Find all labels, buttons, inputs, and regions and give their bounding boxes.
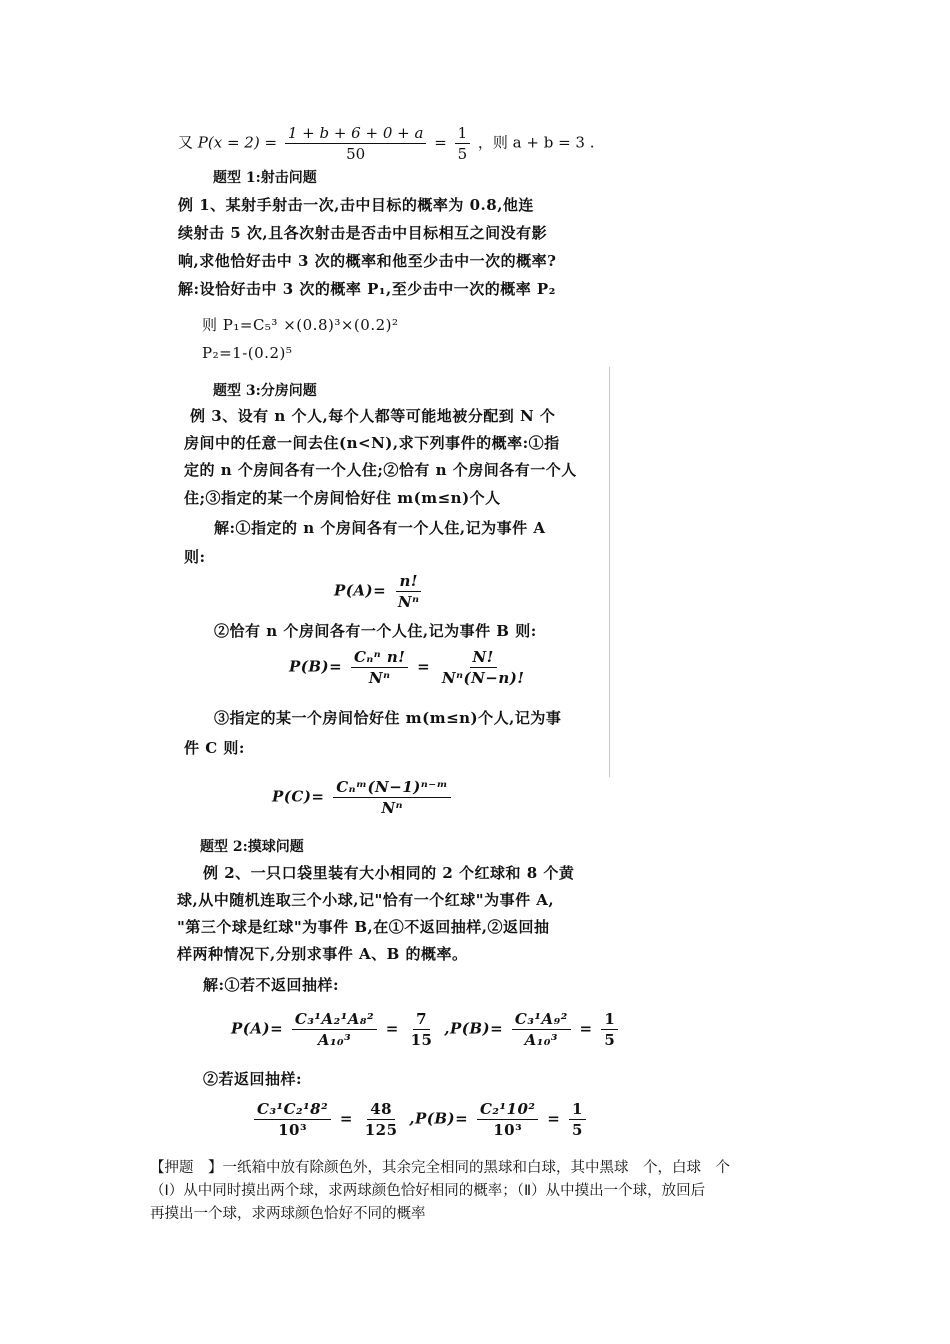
type3-c-line-2: 件 C 则: <box>184 739 245 757</box>
type3-pb-fraction-2 <box>439 648 528 687</box>
type1-formula-1: 则 P₁=C₅³ ×(0.8)³×(0.2)² <box>202 316 399 334</box>
type3-pb-lhs: P(B)= <box>289 657 343 676</box>
type3-pa-lhs: P(A)= <box>334 581 387 600</box>
type3-pb-num2: N! <box>470 648 497 668</box>
type3-pb-fraction-1 <box>351 648 408 687</box>
intro-prefix: 又 <box>178 133 194 152</box>
type3-line-4: 住;③指定的某一个房间恰好住 m(m≤n)个人 <box>184 489 501 507</box>
intro-lhs: P(x = 2) = <box>197 133 278 152</box>
type2-s1-pb-lhs: ,P(B)= <box>444 1019 504 1038</box>
type3-heading: 题型 3:分房问题 <box>213 383 317 399</box>
type3-pb-den1: Nⁿ <box>368 669 391 687</box>
intro-fraction-2 <box>455 124 471 163</box>
type2-s2-a-fraction <box>254 1100 331 1139</box>
type2-s2-a-eq: = <box>339 1109 353 1128</box>
intro-frac1-den: 50 <box>346 145 366 163</box>
type1-line-3: 响,求他恰好击中 3 次的概率和他至少击中一次的概率? <box>178 252 557 270</box>
type2-s2-formula <box>251 1100 589 1139</box>
type2-line-2: 球,从中随机连取三个小球,记"恰有一个红球"为事件 A, <box>177 891 555 909</box>
type3-line-2: 房间中的任意一间去住(n<N),求下列事件的概率:①指 <box>184 434 560 452</box>
type3-pb-den2: Nⁿ(N−n)! <box>441 669 525 687</box>
type2-s2-b-vden: 5 <box>572 1121 583 1139</box>
type2-s2-a-den: 10³ <box>278 1121 308 1139</box>
type2-s2-b-den: 10³ <box>493 1121 523 1139</box>
type3-b-line: ②恰有 n 个房间各有一个人住,记为事件 B 则: <box>214 622 537 640</box>
footer-line-2: （Ⅰ）从中同时摸出两个球，求两球颜色恰好相同的概率；（Ⅱ）从中摸出一个球，放回后 <box>150 1183 706 1199</box>
vertical-divider <box>609 367 610 777</box>
type2-s2-b-num: C₂¹10² <box>477 1100 539 1120</box>
intro-frac2-den: 5 <box>457 145 468 163</box>
type2-s1-pb-value <box>601 1010 618 1049</box>
type2-s2-b-vnum: 1 <box>569 1100 586 1120</box>
type3-c-line-1: ③指定的某一个房间恰好住 m(m≤n)个人,记为事 <box>214 709 562 727</box>
type2-s1-pa-den: A₁₀³ <box>317 1031 352 1049</box>
type2-s2-b-value <box>569 1100 586 1139</box>
type3-pb-eq: = <box>417 657 431 676</box>
type2-s2-a-value <box>362 1100 401 1139</box>
intro-formula <box>178 124 595 163</box>
type2-s1-pb-vden: 5 <box>604 1031 616 1049</box>
type1-formula-2: P₂=1-(0.2)⁵ <box>202 344 293 362</box>
type2-s1-pa-lhs: P(A)= <box>231 1019 284 1038</box>
footer-line-1: 【押题 】一纸箱中放有除颜色外，其余完全相同的黑球和白球，其中黑球 个，白球 个 <box>150 1160 730 1176</box>
type1-line-1: 例 1、某射手射击一次,击中目标的概率为 0.8,他连 <box>178 196 534 214</box>
type2-s1-pa-num: C₃¹A₂¹A₈² <box>292 1010 377 1030</box>
type2-s1-pa-vnum: 7 <box>413 1010 430 1030</box>
type3-pc-fraction <box>333 778 451 817</box>
footer-line-3: 再摸出一个球，求两球颜色恰好不同的概率 <box>150 1206 426 1222</box>
type3-line-3: 定的 n 个房间各有一个人住;②恰有 n 个房间各有一个人 <box>184 461 577 479</box>
type2-s1-pb-den: A₁₀³ <box>524 1031 559 1049</box>
type2-s2-a-vnum: 48 <box>367 1100 395 1120</box>
type2-s1-pb-eq: = <box>579 1019 593 1038</box>
type3-pb-formula <box>289 648 530 687</box>
type2-s1-pa-value <box>408 1010 436 1049</box>
type3-pc-lhs: P(C)= <box>272 787 325 806</box>
type3-pc-num: Cₙᵐ(N−1)ⁿ⁻ᵐ <box>333 778 451 798</box>
type3-pa-num: n! <box>396 572 421 592</box>
type3-pa-fraction <box>395 572 423 611</box>
type2-s1: 解:①若不返回抽样: <box>203 976 340 994</box>
intro-frac2-num: 1 <box>455 124 471 144</box>
type3-pa-den: Nⁿ <box>397 593 420 611</box>
type3-pb-num1: Cₙⁿ n! <box>351 648 408 668</box>
type1-line-4: 解:设恰好击中 3 次的概率 P₁,至少击中一次的概率 P₂ <box>178 280 556 298</box>
type2-s2-pb-lhs: ,P(B)= <box>409 1109 469 1128</box>
type2-s1-pb-vnum: 1 <box>601 1010 618 1030</box>
type2-line-4: 样两种情况下,分别求事件 A、B 的概率。 <box>177 945 468 963</box>
type2-s2-b-fraction <box>477 1100 539 1139</box>
type2-s1-pa-fraction <box>292 1010 377 1049</box>
type2-s2-a-num: C₃¹C₂¹8² <box>254 1100 331 1120</box>
type3-pc-formula <box>272 778 454 817</box>
type2-line-3: "第三个球是红球"为事件 B,在①不返回抽样,②返回抽 <box>177 918 550 936</box>
type3-pa-formula <box>334 572 426 611</box>
type2-s2-a-vden: 125 <box>364 1121 398 1139</box>
type2-heading: 题型 2:摸球问题 <box>200 839 304 855</box>
type3-pc-den: Nⁿ <box>381 799 403 817</box>
type1-line-2: 续射击 5 次,且各次射击是否击中目标相互之间没有影 <box>178 224 548 242</box>
type2-s1-formula <box>231 1010 621 1049</box>
type2-s2: ②若返回抽样: <box>203 1070 303 1088</box>
type2-s1-pb-fraction <box>512 1010 571 1049</box>
type2-s2-b-eq: = <box>547 1109 561 1128</box>
type3-line-1: 例 3、设有 n 个人,每个人都等可能地被分配到 N 个 <box>190 407 556 425</box>
type2-s1-pa-vden: 15 <box>410 1031 433 1049</box>
intro-frac1-num: 1 + b + 6 + 0 + a <box>285 124 427 144</box>
intro-eq: = <box>434 133 447 152</box>
type3-line-5: 解:①指定的 n 个房间各有一个人住,记为事件 A <box>214 519 546 537</box>
type1-heading: 题型 1:射击问题 <box>213 170 317 186</box>
intro-fraction-1 <box>285 124 427 163</box>
type2-line-1: 例 2、一只口袋里装有大小相同的 2 个红球和 8 个黄 <box>203 864 575 882</box>
type2-s1-pa-eq: = <box>385 1019 399 1038</box>
type3-line-6: 则: <box>184 548 206 566</box>
intro-tail: ，则 a + b = 3 . <box>477 133 595 152</box>
type2-s1-pb-num: C₃¹A₉² <box>512 1010 571 1030</box>
